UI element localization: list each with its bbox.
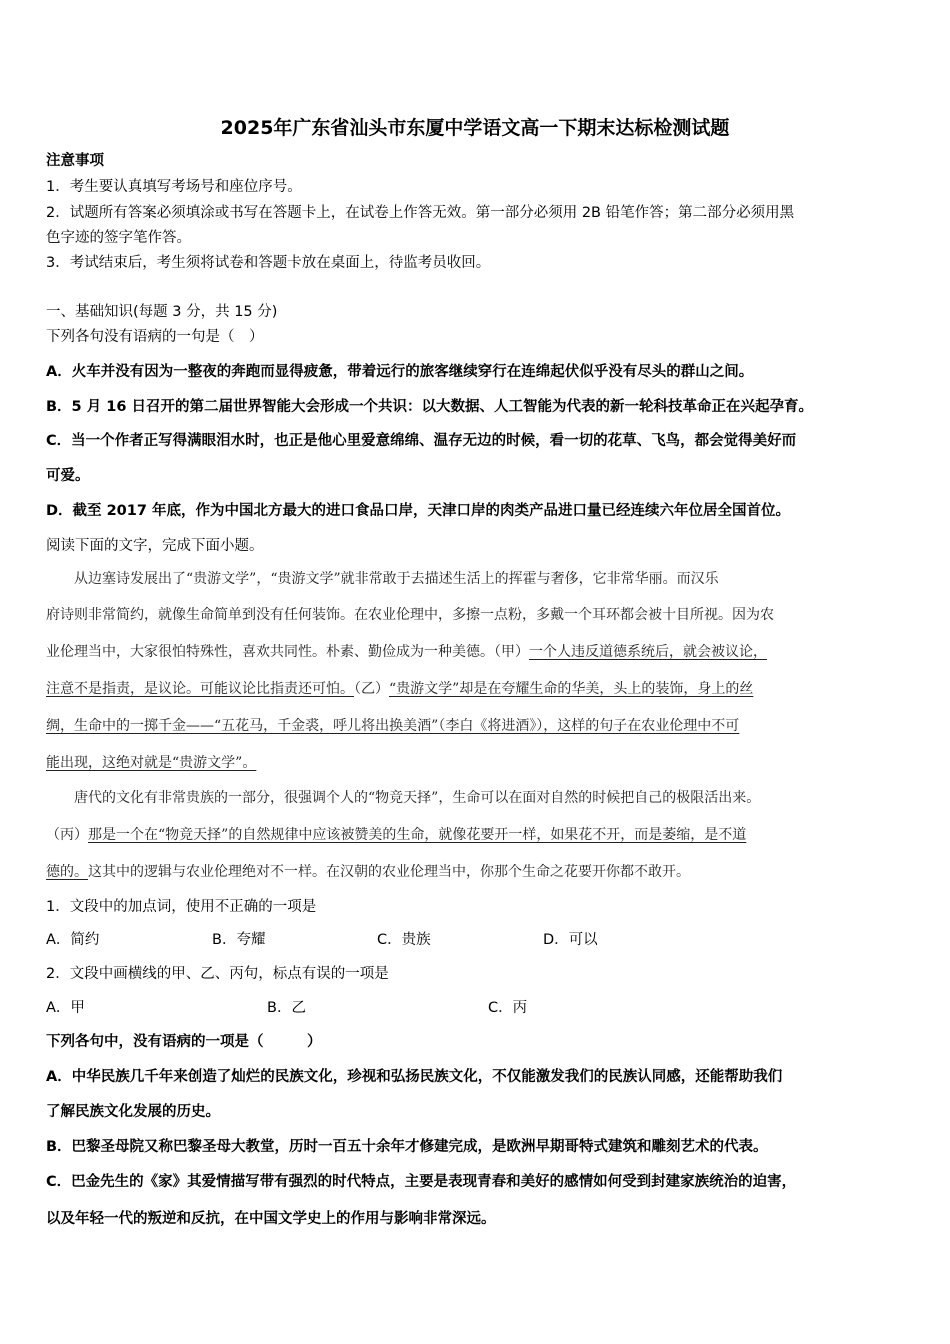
marker-yi: （乙） xyxy=(354,681,389,697)
option-a-cont: 了解民族文化发展的历史。 xyxy=(46,1104,220,1120)
option-c-cont: 以及年轻一代的叛逆和反抗，在中国文学史上的作用与影响非常深远。 xyxy=(46,1211,496,1227)
underlined-sentence-jia: 注意不是指责，是议论。可能议论比指责还可怕。 xyxy=(46,681,354,697)
option-c: C．当一个作者正写得满眼泪水时，也正是他心里爱意绵绵、温存无边的时候，看一切的花草、飞鸟，都会觉得美好而 xyxy=(46,433,797,449)
option-c: C．丙 xyxy=(488,1000,528,1016)
option-c: C．巴金先生的《家》其爱情描写带有强烈的时代特点，主要是表现青春和美好的感情如何受到封建家族统治的迫害， xyxy=(46,1174,797,1190)
passage-line: 唐代的文化有非常贵族的一部分，很强调个人的“物竞天择”，生命可以在面对自然的时候把自己的极限活出来。 xyxy=(46,790,761,806)
page-title: 2025年广东省汕头市东厦中学语文高一下期末达标检测试题 xyxy=(220,117,730,139)
option-d: D．截至 2017 年底，作为中国北方最大的进口食品口岸，天津口岸的肉类产品进口量已经连续六年位居全国首位。 xyxy=(46,503,790,519)
option-b: B．乙 xyxy=(267,1000,306,1016)
question-stem: 2．文段中画横线的甲、乙、丙句，标点有误的一项是 xyxy=(46,966,389,982)
passage-text: 这其中的逻辑与农业伦理绝对不一样。在汉朝的农业伦理当中，你那个生命之花要开你都不敢开。 xyxy=(88,864,690,880)
passage-line xyxy=(46,862,690,882)
question-stem: 下列各句中，没有语病的一项是（ ） xyxy=(46,1034,322,1050)
notice-item: 色字迹的签字笔作答。 xyxy=(46,230,191,246)
option-b: B．巴黎圣母院又称巴黎圣母大教堂，历时一百五十余年才修建完成，是欧洲早期哥特式建筑和雕刻艺术的代表。 xyxy=(46,1139,768,1155)
reading-intro: 阅读下面的文字，完成下面小题。 xyxy=(46,538,264,554)
passage-line xyxy=(46,679,753,699)
underlined-sentence-bing: 德的。 xyxy=(46,864,88,880)
notice-item: 3．考试结束后，考生须将试卷和答题卡放在桌面上，待监考员收回。 xyxy=(46,255,491,271)
underlined-sentence-jia: 一个人违反道德系统后，就会被议论， xyxy=(529,644,767,660)
notice-item: 1．考生要认真填写考场号和座位序号。 xyxy=(46,179,302,195)
option-a: A．甲 xyxy=(46,1000,85,1016)
notice-item: 2．试题所有答案必须填涂或书写在答题卡上，在试卷上作答无效。第一部分必须用 2B 铅笔作答；第二部分必须用黑 xyxy=(46,205,795,221)
question-stem: 下列各句没有语病的一句是（ ） xyxy=(46,329,264,345)
underlined-sentence-yi: 绸，生命中的一掷千金——“五花马，千金裘，呼儿将出换美酒”（李白《将进酒》），这样的句子在农业伦理中不可 xyxy=(46,718,740,734)
underlined-sentence-yi: 能出现，这绝对就是“贵游文学”。 xyxy=(46,755,257,771)
section-heading: 一、基础知识(每题 3 分，共 15 分) xyxy=(46,304,278,320)
underlined-sentence-yi: “贵游文学”却是在夸耀生命的华美，头上的装饰，身上的丝 xyxy=(389,681,754,697)
option-a: A．简约 xyxy=(46,932,100,948)
option-b: B．夸耀 xyxy=(212,932,266,948)
option-c-cont: 可爱。 xyxy=(46,468,90,484)
notice-heading: 注意事项 xyxy=(46,153,104,169)
option-a: A．中华民族几千年来创造了灿烂的民族文化，珍视和弘扬民族文化，不仅能激发我们的民族认同感，还能帮助我们 xyxy=(46,1069,783,1085)
passage-line: 府诗则非常简约，就像生命简单到没有任何装饰。在农业伦理中，多擦一点粉，多戴一个耳环都会被十目所视。因为农 xyxy=(46,607,774,623)
question-stem: 1．文段中的加点词，使用不正确的一项是 xyxy=(46,899,317,915)
passage-line xyxy=(46,642,767,662)
marker-bing: （丙） xyxy=(46,827,88,843)
option-a: A．火车并没有因为一整夜的奔跑而显得疲惫，带着远行的旅客继续穿行在连绵起伏似乎没有尽头的群山之间。 xyxy=(46,364,754,380)
passage-text: 业伦理当中，大家很怕特殊性，喜欢共同性。朴素、勤俭成为一种美德。（甲） xyxy=(46,644,529,660)
underlined-sentence-bing: 那是一个在“物竞天择”的自然规律中应该被赞美的生命，就像花要开一样，如果花不开，而是萎缩，是不道 xyxy=(88,827,747,843)
passage-line xyxy=(46,825,746,845)
option-d: D．可以 xyxy=(543,932,598,948)
option-b: B．5 月 16 日召开的第二届世界智能大会形成一个共识：以大数据、人工智能为代表的新一轮科技革命正在兴起孕育。 xyxy=(46,399,813,415)
passage-line: 从边塞诗发展出了“贵游文学”，“贵游文学”就非常敢于去描述生活上的挥霍与奢侈，它非常华丽。而汉乐 xyxy=(46,571,719,587)
option-c: C．贵族 xyxy=(377,932,431,948)
